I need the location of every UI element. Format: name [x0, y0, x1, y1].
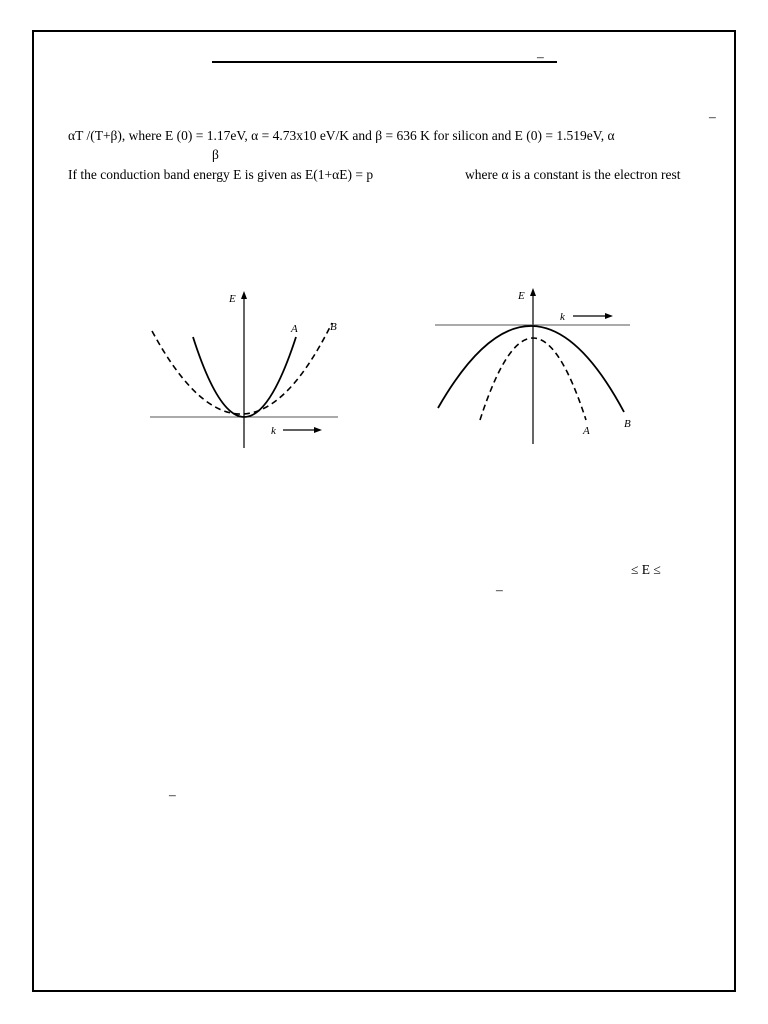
line1-dash: – — [709, 109, 716, 124]
valence-band-figure — [430, 282, 640, 452]
right-b-label: B — [624, 418, 631, 430]
beta-symbol: β — [212, 147, 219, 162]
lower-dash: – — [169, 787, 176, 802]
title-dash: – — [537, 49, 544, 64]
left-k-label: k — [271, 425, 276, 437]
conduction-band-figure — [140, 285, 350, 455]
left-b-label: B — [330, 321, 337, 333]
title-underline — [212, 61, 557, 63]
curve-b — [152, 323, 332, 414]
energy-inequality: ≤ E ≤ — [631, 562, 661, 577]
left-e-label: E — [229, 293, 236, 305]
mid-dash: – — [496, 582, 503, 597]
conduction-band-line: If the conduction band energy E is given as E(1+αE) = p — [68, 167, 374, 182]
left-a-label: A — [291, 323, 298, 335]
right-k-label: k — [560, 311, 565, 323]
right-e-label: E — [518, 290, 525, 302]
conduction-band-line-right: where α is a constant is the electron rest — [465, 167, 681, 182]
curve-b — [438, 326, 624, 412]
bandgap-equation-line: αT /(T+β), where E (0) = 1.17eV, α = 4.73x10 eV/K and β = 636 K for silicon and E (0) = 1.519eV, α — [68, 128, 615, 143]
right-a-label: A — [583, 425, 590, 437]
